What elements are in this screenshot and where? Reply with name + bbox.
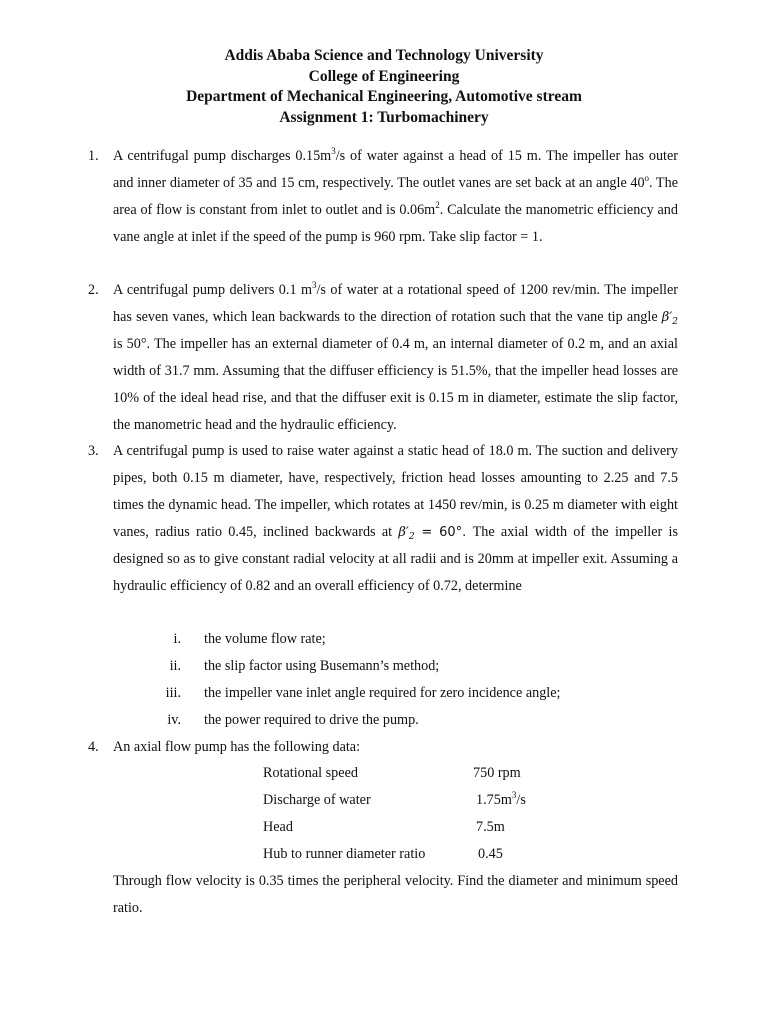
table-label: Hub to runner diameter ratio (263, 846, 426, 862)
table-value: 0.45 (478, 846, 503, 862)
question-2-number: 2. (88, 282, 99, 298)
department-name: Department of Mechanical Engineering, Automotive stream (186, 88, 582, 105)
table-label: Head (263, 819, 293, 835)
table-value: $1.75m^3/s$ (476, 790, 526, 808)
question-2: A centrifugal pump delivers 0.1 $m^3/s$ of water at a rotational speed of 1200 rev/min. The impeller has seven vanes, which lean backwards to the direction of rotation such that the vane tip angle $\beta'_2$ is 50°. The impeller has an external diameter of 0.4 m, an internal diameter of 0.2 m, and an axial width of 31.7 mm. Assuming that the diffuser efficiency is 51.5%, that the impeller head losses are 10% of the ideal head rise, and that the diffuser exit is 0.15 m in diameter, estimate the slip factor, the manometric head and the hydraulic efficiency. (113, 280, 678, 433)
table-label: Discharge of water (263, 792, 371, 808)
document-header (0, 46, 768, 128)
document-page: Addis Ababa Science and Technology University College of Engineering Department of Mechanical Engineering, Automotive stream Assignment 1: Turbomachinery 1. A centrifugal pump discharges $0.15m^3/s$ of water against a head of 15 m. The impeller has outer and inner diameter of 35 and 15 cm, respectively. The outlet vanes are set back at an angle 40$^o$. The area of flow is constant from inlet to outlet and is $0.06m^2$. Calculate the manometric efficiency and vane angle at inlet if the speed of the pump is 960 rpm. Take slip factor = 1. 2. A centrifugal pump delivers 0.1 $m^3/s$ of water at a rotational speed of 1200 rev/min. The impeller has seven vanes, which lean backwards to the direction of rotation such that the vane tip angle $\beta'_2$ is 50°. The impeller has an external diameter of 0.4 m, an internal diameter of 0.2 m, and an axial width of 31.7 mm. Assuming that the diffuser efficiency is 51.5%, that the impeller head losses are 10% of the ideal head rise, and that the diffuser exit is 0.15 m in diameter, estimate the slip factor, the manometric head and the hydraulic efficiency. 3. A centrifugal pump is used to raise water against a static head of 18.0 m. The suction and delivery pipes, both 0.15 m diameter, have, respectively, friction head losses amounting to 2.25 and 7.5 times the dynamic head. The impeller, which rotates at 1450 rev/min, is 0.25 m diameter with eight vanes, radius ratio 0.45, inclined backwards at $\beta'_2 = 60^\circ$. The axial width of the impeller is designed so as to give constant radial velocity at all radii and is 20mm at impeller exit. Assuming a hydraulic efficiency of 0.82 and an overall efficiency of 0.72, determine i. the volume flow rate; ii. the slip factor using Busemann’s method; iii. the impeller vane inlet angle required for zero incidence angle; iv. the power required to drive the pump. 4. An axial flow pump has the following data: Rotational speed 750 rpm Discharge of water $1.75m^3/s$ Head 7.5m Hub to runner diameter ratio 0.45 Through flow velocity is 0.35 times the peripheral velocity. Find the diameter and minimum speed ratio. (0, 0, 768, 1024)
question-4-intro: An axial flow pump has the following data: (113, 739, 361, 755)
question-4-body: Through flow velocity is 0.35 times the peripheral velocity. Find the diameter and minimum speed ratio. (113, 873, 678, 916)
question-1-number: 1. (88, 148, 99, 164)
table-label: Rotational speed (263, 765, 358, 781)
college-name: College of Engineering (308, 67, 460, 85)
beta-2-symbol: $\beta'_2$ (661, 310, 678, 327)
question-1: A centrifugal pump discharges $0.15m^3/s$ of water against a head of 15 m. The impeller has outer and inner diameter of 35 and 15 cm, respectively. The outlet vanes are set back at an angle 40$^o$. The area of flow is constant from inlet to outlet and is $0.06m^2$. Calculate the manometric efficiency and vane angle at inlet if the speed of the pump is 960 rpm. Take slip factor = 1. (113, 146, 678, 245)
university-name: Addis Ababa Science and Technology University (224, 47, 544, 64)
table-value: 7.5m (476, 819, 505, 835)
beta-2-symbol: $\beta'_2$ (398, 525, 415, 542)
angle-equation: = 60°. (414, 525, 467, 540)
question-3-number: 3. (88, 443, 99, 459)
question-3: A centrifugal pump is used to raise water against a static head of 18.0 m. The suction and delivery pipes, both 0.15 m diameter, have, respectively, friction head losses amounting to 2.25 and 7.5 times the dynamic head. The impeller, which rotates at 1450 rev/min, is 0.25 m diameter with eight vanes, radius ratio 0.45, inclined backwards at $\beta'_2 = 60^\circ$. The axial width of the impeller is designed so as to give constant radial velocity at all radii and is 20mm at impeller exit. Assuming a hydraulic efficiency of 0.82 and an overall efficiency of 0.72, determine (113, 443, 678, 594)
question-4-number: 4. (88, 739, 99, 755)
table-value: 750 rpm (473, 765, 521, 781)
assignment-title: Assignment 1: Turbomachinery (279, 108, 489, 126)
